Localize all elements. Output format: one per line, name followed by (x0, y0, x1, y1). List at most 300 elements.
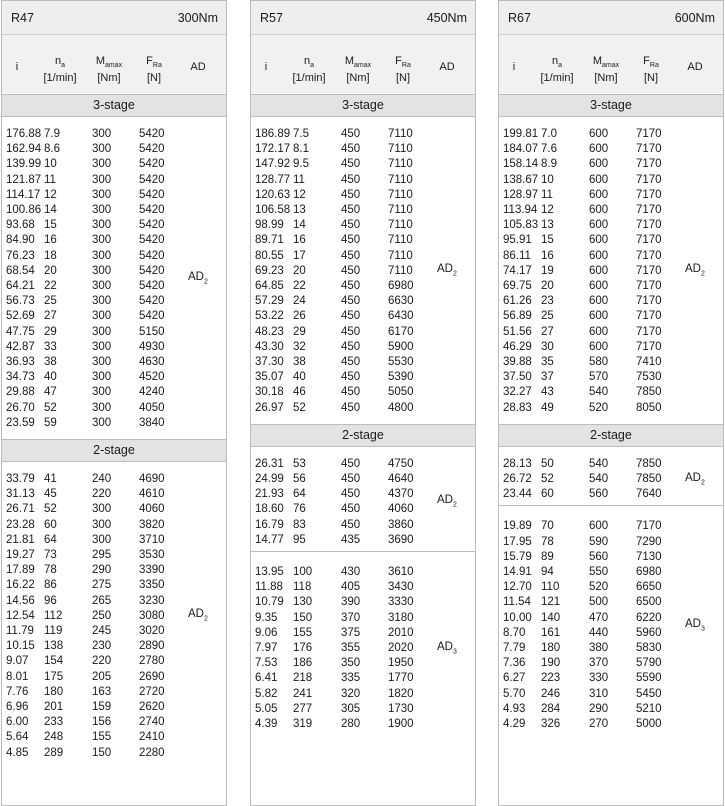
max-torque: 300Nm (177, 11, 218, 25)
adapter-label (188, 271, 208, 285)
table-row (499, 519, 723, 534)
load-value: 2780 (139, 655, 165, 668)
torque-value: 300 (92, 158, 112, 171)
table-row (499, 595, 723, 610)
torque-value: 270 (589, 718, 609, 730)
speed-value: 52 (44, 401, 57, 414)
torque-value: 580 (589, 356, 609, 368)
torque-value: 600 (589, 173, 609, 186)
table-row (251, 580, 475, 595)
load-value: 7110 (388, 128, 413, 140)
torque-value: 600 (589, 234, 609, 247)
speed-value: 218 (293, 672, 313, 685)
load-value: 7110 (388, 173, 413, 186)
header-output-speed-sub: a (61, 62, 66, 70)
torque-value: 450 (341, 503, 361, 516)
load-value: 3530 (139, 549, 165, 561)
speed-value: 32 (293, 340, 306, 353)
ratio-value: 89.71 (255, 234, 284, 247)
speed-value: 60 (44, 518, 57, 531)
load-value: 3820 (139, 518, 165, 531)
load-value: 5150 (139, 325, 165, 338)
torque-value: 370 (589, 657, 609, 670)
adapter-index: 2 (452, 501, 457, 509)
table-row (2, 218, 226, 233)
torque-value: 300 (92, 280, 112, 292)
table-row (251, 203, 475, 218)
torque-value: 450 (341, 204, 361, 216)
speed-value: 73 (44, 549, 57, 561)
adapter-label (188, 608, 208, 622)
torque-value: 450 (341, 295, 361, 308)
speed-value: 45 (44, 488, 57, 501)
ratio-value: 28.83 (503, 401, 532, 414)
header-radial-load-unit: [N] (643, 72, 659, 85)
torque-value: 300 (92, 219, 112, 232)
ratio-value: 80.55 (255, 249, 284, 262)
torque-value: 600 (589, 295, 609, 308)
ratio-value: 5.82 (255, 687, 278, 700)
load-value: 7170 (636, 310, 662, 323)
load-value: 7170 (636, 249, 662, 262)
speed-value: 119 (44, 625, 63, 637)
load-value: 2890 (139, 640, 165, 653)
torque-value: 300 (92, 401, 112, 414)
speed-value: 17 (293, 249, 306, 262)
adapter-index: 2 (203, 615, 208, 623)
torque-value: 450 (341, 249, 361, 262)
torque-value: 305 (341, 702, 361, 715)
torque-value: 600 (589, 264, 609, 277)
load-value: 2690 (139, 670, 165, 683)
load-value: 5420 (139, 158, 165, 171)
speed-value: 40 (44, 371, 57, 384)
header-output-speed (533, 55, 581, 84)
header-torque (86, 55, 132, 84)
torque-value: 450 (341, 280, 361, 292)
table-row (2, 730, 226, 745)
torque-value: 335 (341, 672, 361, 685)
ratio-value: 61.26 (503, 295, 532, 308)
load-value: 5420 (139, 188, 165, 201)
ratio-value: 34.73 (6, 371, 35, 384)
load-value: 6980 (636, 566, 662, 578)
ratio-value: 16.22 (6, 579, 35, 592)
table-row (2, 639, 226, 654)
ratio-value: 47.75 (6, 325, 35, 338)
ratio-value: 52.69 (6, 310, 35, 323)
ratio-value: 10.00 (503, 611, 532, 624)
speed-value: 180 (541, 642, 561, 654)
load-value: 5590 (636, 672, 662, 685)
speed-value: 319 (293, 718, 313, 730)
load-value: 5390 (388, 371, 414, 384)
speed-value: 47 (44, 386, 57, 399)
torque-value: 450 (341, 457, 361, 470)
speed-value: 38 (44, 356, 57, 368)
torque-value: 355 (341, 642, 361, 654)
column-headers (251, 35, 475, 93)
header-output-speed-symbol (285, 55, 333, 72)
header-ratio-main: i (264, 61, 268, 73)
torque-value: 300 (92, 264, 112, 277)
header-torque-unit: [Nm] (594, 72, 618, 85)
header-adapter-symbol (427, 61, 467, 73)
gear-table-r67 (498, 0, 724, 806)
load-value: 5050 (388, 386, 414, 399)
speed-value: 29 (44, 325, 57, 338)
torque-value: 430 (341, 566, 361, 578)
speed-value: 14 (293, 219, 306, 232)
ratio-value: 69.75 (503, 280, 532, 292)
speed-value: 289 (44, 746, 64, 759)
speed-value: 223 (541, 672, 561, 685)
torque-value: 300 (92, 173, 112, 186)
header-adapter (427, 61, 467, 73)
torque-value: 300 (92, 188, 112, 201)
table-row (2, 502, 226, 517)
table-row (251, 565, 475, 580)
speed-value: 76 (293, 503, 306, 516)
ratio-value: 37.50 (503, 371, 532, 384)
header-radial-load-main: F (643, 55, 650, 67)
table-row (499, 401, 723, 416)
speed-value: 284 (541, 702, 561, 715)
table-row (2, 157, 226, 172)
header-ratio-symbol (251, 61, 281, 73)
table-row (251, 294, 475, 309)
speed-value: 7.5 (293, 128, 309, 140)
adapter-index: 3 (700, 625, 705, 633)
torque-value: 390 (341, 596, 361, 609)
load-value: 6430 (388, 310, 414, 323)
torque-value: 300 (92, 128, 112, 140)
ratio-value: 16.79 (255, 518, 284, 531)
adapter-label (685, 263, 705, 277)
table-row (499, 294, 723, 309)
table-row (2, 654, 226, 669)
speed-value: 100 (293, 566, 313, 578)
table-row (251, 370, 475, 385)
ratio-value: 28.13 (503, 457, 532, 470)
torque-value: 450 (341, 173, 361, 186)
adapter-label (437, 641, 457, 655)
header-ratio (2, 61, 32, 73)
load-value: 7170 (636, 188, 662, 201)
header-output-speed-sub: a (310, 62, 315, 70)
load-value: 4800 (388, 401, 414, 414)
torque-value: 450 (341, 325, 361, 338)
table-row (499, 641, 723, 656)
torque-value: 600 (589, 325, 609, 338)
header-output-speed-main: n (303, 55, 311, 67)
header-torque-sub: amax (105, 62, 123, 70)
ratio-value: 147.92 (255, 158, 291, 171)
torque-value: 265 (92, 594, 112, 607)
ratio-value: 37.30 (255, 356, 284, 368)
speed-value: 95 (293, 533, 306, 546)
torque-value: 450 (341, 371, 361, 384)
load-value: 3690 (388, 533, 414, 546)
ratio-value: 17.95 (503, 535, 532, 548)
header-torque (335, 55, 381, 84)
torque-value: 450 (341, 386, 361, 399)
speed-value: 18 (44, 249, 57, 262)
ratio-value: 5.70 (503, 687, 526, 700)
speed-value: 40 (293, 371, 306, 384)
load-value: 6980 (388, 280, 414, 292)
ratio-value: 53.22 (255, 310, 284, 323)
load-value: 3840 (139, 416, 165, 429)
torque-value: 295 (92, 549, 112, 561)
stage-header: 3-stage (251, 94, 475, 117)
table-row (499, 142, 723, 157)
table-row (251, 173, 475, 188)
ratio-value: 56.89 (503, 310, 532, 323)
load-value: 7130 (636, 550, 662, 563)
table-row (2, 416, 226, 431)
ratio-value: 23.44 (503, 488, 532, 501)
adapter-label (685, 618, 705, 632)
speed-value: 16 (293, 234, 306, 247)
load-value: 4520 (139, 371, 165, 384)
speed-value: 78 (541, 535, 554, 548)
ratio-value: 46.29 (503, 340, 532, 353)
speed-value: 14 (44, 204, 57, 216)
load-value: 5210 (636, 702, 662, 715)
torque-value: 450 (341, 264, 361, 277)
speed-value: 37 (541, 371, 554, 384)
table-row (499, 565, 723, 580)
torque-value: 300 (92, 325, 112, 338)
load-value: 7170 (636, 295, 662, 308)
header-ratio-main: i (15, 61, 19, 73)
ratio-value: 33.79 (6, 473, 35, 485)
speed-value: 11 (44, 173, 56, 186)
stage-header: 2-stage (2, 439, 226, 462)
ratio-value: 64.21 (6, 280, 35, 292)
ratio-value: 93.68 (6, 219, 35, 232)
speed-value: 46 (293, 386, 306, 399)
table-row (2, 548, 226, 563)
table-row (499, 457, 723, 472)
ratio-value: 4.85 (6, 746, 29, 759)
header-radial-load-unit: [N] (395, 72, 411, 85)
header-output-speed-sub: a (558, 62, 563, 70)
header-adapter-symbol (178, 61, 218, 73)
ratio-value: 5.05 (255, 702, 278, 715)
load-value: 4930 (139, 340, 165, 353)
ratio-value: 26.70 (6, 401, 35, 414)
load-value: 2280 (139, 746, 165, 759)
load-value: 1770 (388, 672, 414, 685)
ratio-value: 57.29 (255, 295, 284, 308)
speed-value: 89 (541, 550, 554, 563)
load-value: 3430 (388, 581, 414, 594)
table-row (251, 279, 475, 294)
table-row (251, 127, 475, 142)
table-row (251, 309, 475, 324)
ratio-value: 6.41 (255, 672, 278, 685)
torque-value: 560 (589, 550, 609, 563)
torque-value: 300 (92, 143, 112, 156)
header-torque-sub: amax (602, 62, 620, 70)
load-value: 5900 (388, 340, 414, 353)
load-value: 7110 (388, 219, 413, 232)
torque-value: 450 (341, 488, 361, 501)
load-value: 3230 (139, 594, 165, 607)
header-radial-load-main: F (395, 55, 402, 67)
speed-value: 20 (541, 280, 554, 292)
speed-value: 248 (44, 731, 64, 744)
ratio-value: 19.27 (6, 549, 35, 561)
ratio-value: 24.99 (255, 473, 284, 485)
load-value: 6650 (636, 581, 662, 594)
adapter-index: 2 (452, 270, 457, 278)
stage-header: 2-stage (251, 424, 475, 447)
load-value: 7110 (388, 264, 413, 277)
speed-value: 43 (541, 386, 554, 399)
load-value: 3390 (139, 564, 165, 577)
torque-value: 163 (92, 685, 112, 698)
torque-value: 375 (341, 626, 361, 639)
load-value: 4690 (139, 473, 165, 485)
ratio-value: 9.06 (255, 626, 278, 639)
header-radial-load-main: F (146, 55, 153, 67)
ratio-value: 76.23 (6, 249, 35, 262)
torque-value: 435 (341, 533, 361, 546)
speed-value: 20 (44, 264, 57, 277)
speed-value: 140 (541, 611, 561, 624)
torque-value: 540 (589, 457, 609, 470)
speed-value: 52 (44, 503, 57, 516)
column-headers (2, 35, 226, 93)
speed-value: 22 (293, 280, 306, 292)
ratio-value: 6.96 (6, 701, 29, 713)
ratio-value: 11.88 (255, 581, 283, 594)
table-row (2, 294, 226, 309)
load-value: 8050 (636, 401, 662, 414)
speed-value: 78 (44, 564, 57, 577)
torque-value: 300 (92, 503, 112, 516)
panel-title-bar (499, 1, 723, 35)
torque-value: 440 (589, 626, 609, 639)
table-row (499, 127, 723, 142)
speed-value: 52 (293, 401, 306, 414)
table-row (251, 385, 475, 400)
table-row (2, 700, 226, 715)
table-row (499, 487, 723, 502)
speed-value: 7.0 (541, 128, 557, 140)
ratio-value: 69.23 (255, 264, 284, 277)
load-value: 5420 (139, 249, 165, 262)
torque-value: 300 (92, 533, 112, 546)
header-torque-symbol (335, 55, 381, 72)
table-row (251, 233, 475, 248)
load-value: 2740 (139, 716, 165, 729)
torque-value: 520 (589, 401, 609, 414)
speed-value: 56 (293, 473, 306, 485)
speed-value: 30 (541, 340, 554, 353)
ratio-value: 199.81 (503, 128, 539, 140)
ratio-value: 42.87 (6, 340, 35, 353)
header-radial-load-sub: Ra (152, 62, 162, 70)
ratio-value: 31.13 (6, 488, 35, 501)
speed-value: 10 (44, 158, 57, 171)
torque-value: 540 (589, 473, 609, 485)
adapter-code: AD (685, 471, 701, 484)
torque-value: 240 (92, 473, 112, 485)
ratio-value: 162.94 (6, 143, 42, 156)
torque-value: 300 (92, 371, 112, 384)
ratio-value: 4.39 (255, 718, 278, 730)
speed-value: 176 (293, 642, 313, 654)
table-row (2, 518, 226, 533)
ratio-value: 39.88 (503, 356, 532, 368)
torque-value: 220 (92, 488, 112, 501)
load-value: 7290 (636, 535, 662, 548)
table-row (2, 142, 226, 157)
load-value: 1900 (388, 718, 414, 730)
section-divider (251, 551, 475, 552)
load-value: 7170 (636, 204, 662, 216)
speed-value: 13 (541, 219, 554, 232)
torque-value: 600 (589, 310, 609, 323)
torque-value: 570 (589, 371, 609, 384)
table-row (2, 472, 226, 487)
load-value: 5420 (139, 128, 165, 140)
speed-value: 22 (44, 280, 57, 292)
ratio-value: 36.93 (6, 356, 35, 368)
load-value: 7170 (636, 234, 662, 247)
load-value: 4630 (139, 356, 165, 368)
max-torque: 450Nm (426, 11, 467, 25)
torque-value: 405 (341, 581, 361, 594)
table-row (499, 218, 723, 233)
table-row (2, 715, 226, 730)
table-row (251, 249, 475, 264)
header-adapter-main: AD (439, 61, 455, 73)
load-value: 2620 (139, 701, 165, 713)
ratio-value: 26.97 (255, 401, 284, 414)
speed-value: 33 (44, 340, 57, 353)
load-value: 7410 (636, 356, 662, 368)
table-row (251, 142, 475, 157)
load-value: 5420 (139, 295, 165, 308)
speed-value: 35 (541, 356, 554, 368)
adapter-code: AD (188, 608, 204, 621)
load-value: 5000 (636, 718, 662, 730)
torque-value: 380 (589, 642, 609, 654)
torque-value: 470 (589, 611, 609, 624)
table-row (251, 717, 475, 732)
speed-value: 233 (44, 716, 64, 729)
table-row (2, 563, 226, 578)
load-value: 6500 (636, 596, 662, 609)
load-value: 5420 (139, 173, 165, 186)
speed-value: 49 (541, 401, 554, 414)
gear-table-r47 (1, 0, 227, 806)
load-value: 4610 (139, 488, 165, 501)
load-value: 5420 (139, 143, 165, 156)
speed-value: 20 (293, 264, 306, 277)
speed-value: 8.1 (293, 143, 309, 156)
ratio-value: 14.56 (6, 594, 35, 607)
speed-value: 8.6 (44, 143, 60, 156)
header-output-speed-unit: [1/min] (292, 72, 326, 85)
speed-value: 70 (541, 520, 554, 533)
ratio-value: 138.67 (503, 173, 539, 186)
